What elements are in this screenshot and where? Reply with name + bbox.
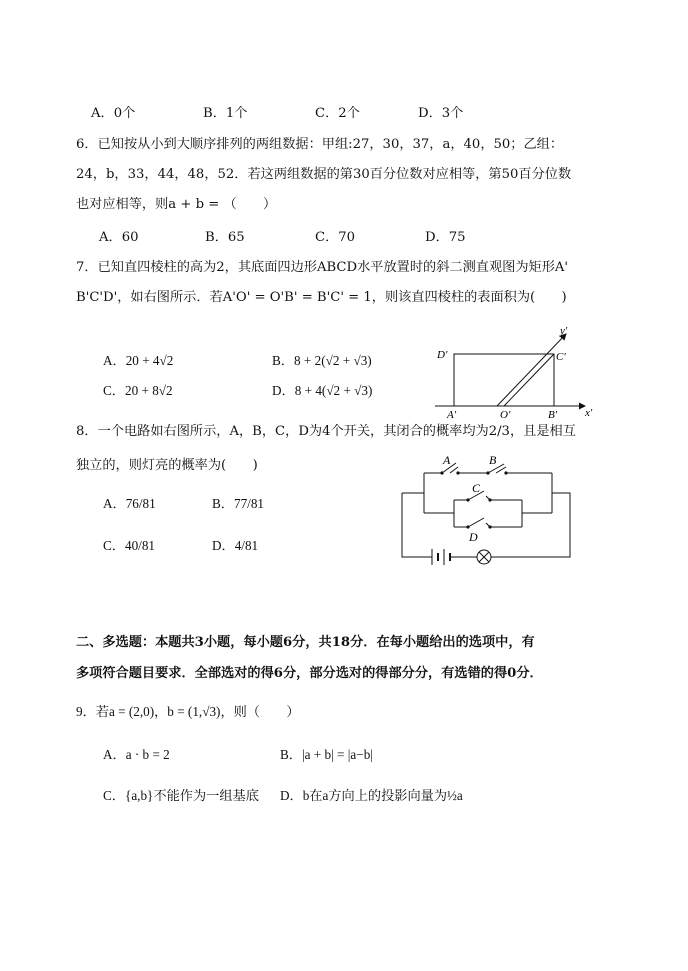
q5-option-a: A．0个 — [91, 106, 136, 121]
switch-b-label: B — [489, 455, 497, 467]
label-b: B' — [548, 409, 558, 420]
q7-option-a: A．20 + 4√2 — [103, 353, 174, 368]
q6-stem-line2: 24，b，33，44，48，52．若这两组数据的第30百分位数对应相等，第50百分位数 — [76, 167, 572, 182]
q9-option-c: C．{a,b}不能作为一组基底 — [103, 788, 259, 803]
q7-stem-line2: B'C'D'，如右图所示．若A'O' = O'B' = B'C' = 1，则该直四棱柱的表面积为( ) — [76, 290, 567, 305]
q6-stem-line3: 也对应相等，则a + b = （ ） — [76, 197, 277, 212]
q9-option-b: B．|a + b| = |a−b| — [280, 747, 373, 762]
q9-option-a: A．a · b = 2 — [103, 747, 170, 762]
q8-option-a: A．76/81 — [103, 496, 156, 511]
bottom-branch-wire — [424, 500, 552, 527]
q8-stem-line2: 独立的，则灯亮的概率为( ) — [76, 458, 258, 473]
switch-d-blade — [468, 518, 490, 527]
section2-heading-line2: 多项符合题目要求．全部选对的得6分，部分选对的得部分分，有选错的得0分． — [76, 666, 543, 681]
q7-oblique-figure — [425, 322, 600, 420]
switch-c-label: C — [472, 481, 481, 495]
y-axis — [497, 334, 566, 406]
q8-option-d: D．4/81 — [212, 538, 259, 553]
label-o: O' — [500, 409, 511, 420]
label-d: D' — [437, 349, 448, 361]
q8-stem-line1: 8．一个电路如右图所示，A，B，C，D为4个开关，其闭合的概率均为2/3，且是相互 — [76, 424, 576, 439]
q7-option-b: B．8 + 2(√2 + √3) — [272, 353, 372, 368]
q8-option-b: B．77/81 — [212, 496, 265, 511]
label-a: A' — [447, 409, 457, 420]
label-y: y' — [560, 325, 568, 337]
q5-option-d: D．3个 — [418, 106, 464, 121]
q5-option-b: B．1个 — [203, 106, 248, 121]
switch-a-label: A — [443, 455, 451, 467]
switch-d-label: D — [469, 530, 478, 544]
q6-option-a: A．60 — [99, 230, 139, 245]
q9-stem: 9．若a = (2,0)，b = (1,√3)，则（ ） — [76, 704, 300, 719]
q8-circuit-figure — [392, 455, 577, 567]
q6-option-d: D．75 — [425, 230, 466, 245]
q7-option-d: D．8 + 4(√2 + √3) — [272, 383, 373, 398]
q7-option-c: C．20 + 8√2 — [103, 383, 173, 398]
q6-stem-line1: 6．已知按从小到大顺序排列的两组数据：甲组:27，30，37，a，40，50；乙组： — [76, 137, 564, 152]
section2-heading-line1: 二、多选题：本题共3小题，每小题6分，共18分．在每小题给出的选项中，有 — [76, 635, 535, 650]
diagonal-oc — [504, 354, 554, 406]
q6-option-c: C．70 — [315, 230, 356, 245]
label-x: x' — [585, 407, 593, 419]
q9-option-d: D．b在a方向上的投影向量为½a — [280, 788, 463, 803]
label-c: C' — [556, 351, 566, 363]
q5-option-c: C．2个 — [315, 106, 360, 121]
q7-stem-line1: 7．已知直四棱柱的高为2，其底面四边形ABCD水平放置时的斜二测直观图为矩形A' — [76, 260, 569, 275]
q8-option-c: C．40/81 — [103, 538, 156, 553]
q6-option-b: B．65 — [205, 230, 245, 245]
outer-wire — [402, 493, 570, 557]
